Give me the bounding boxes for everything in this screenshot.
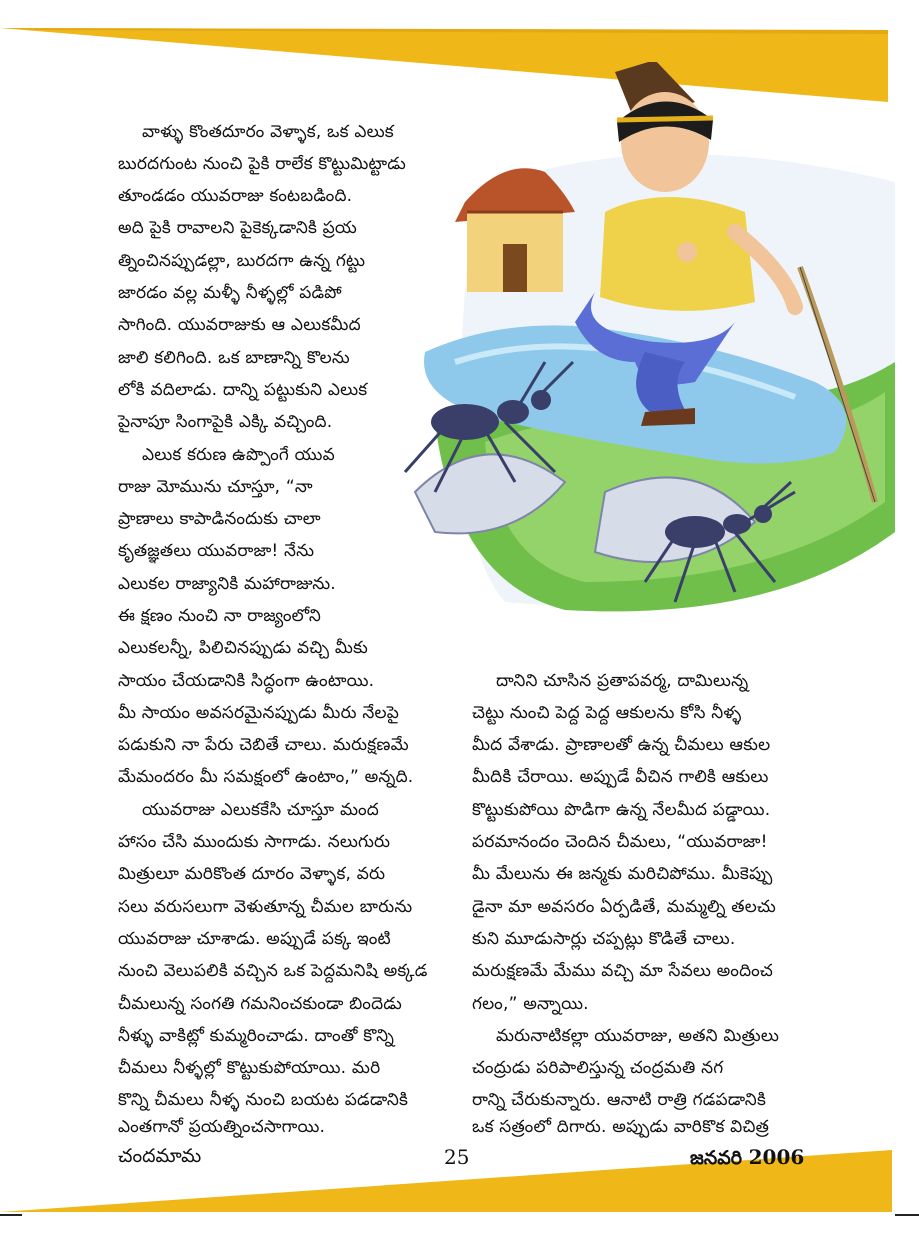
paragraph-line: చీమలున్న సంగతి గమనించకుండా బిందెడు bbox=[118, 994, 402, 1014]
paragraph-line: ఎంతగానో ప్రయత్నించసాగాయి. bbox=[118, 1117, 326, 1137]
paragraph-line: మరునాటికల్లా యువరాజు, అతని మిత్రులు bbox=[496, 1026, 780, 1046]
paragraph-line: చెట్టు నుంచి పెద్ద పెద్ద ఆకులను కోసి నీళ్ళ bbox=[472, 703, 742, 723]
paragraph-line: ఎలుకలన్నీ, పిలిచినప్పుడు వచ్చి మీకు bbox=[118, 638, 369, 658]
paragraph-line: ఎలుకల రాజ్యానికి మహారాజును. bbox=[118, 574, 336, 594]
paragraph-line: ఈ క్షణం నుంచి నా రాజ్యంలోని bbox=[118, 606, 322, 626]
paragraph-line: త్నించినప్పుడల్లా, బురదగా ఉన్న గట్టు bbox=[118, 251, 366, 271]
paragraph-line: తూండడం యువరాజు కంటబడింది. bbox=[118, 186, 353, 206]
paragraph-line: ఒక సత్రంలో దిగారు. అప్పుడు వారికొక విచిత్ర bbox=[472, 1117, 770, 1137]
paragraph-line: పైనాపూ సింగాపైకి ఎక్కి వచ్చింది. bbox=[118, 412, 333, 432]
paragraph-line: కొన్ని చీమలు నీళ్ళ నుంచి బయట పడడానికి bbox=[118, 1090, 409, 1110]
paragraph-line: రాజు మోమును చూస్తూ, “నా bbox=[118, 477, 313, 497]
paragraph-line: మేమందరం మీ సమక్షంలో ఉంటాం,” అన్నది. bbox=[118, 767, 414, 787]
bottom-rule-right bbox=[895, 1214, 919, 1216]
paragraph-line: కృతజ్ఞతలు యువరాజా! నేను bbox=[118, 541, 315, 561]
issue-date bbox=[690, 1145, 804, 1174]
paragraph-line: మీ మేలును ఈ జన్మకు మరిచిపోము. మీకెప్పు bbox=[472, 864, 773, 884]
paragraph-line: ఎలుక కరుణ ఉప్పొంగే యువ bbox=[142, 445, 335, 465]
paragraph-line: చీమలు నీళ్ళల్లో కొట్టుకుపోయాయి. మరి bbox=[118, 1058, 381, 1078]
paragraph-line: పడుకుని నా పేరు చెబితే చాలు. మరుక్షణమే bbox=[118, 735, 409, 755]
paragraph-line: మీదికి చేరాయి. అప్పుడే వీచిన గాలికి ఆకులు bbox=[472, 767, 769, 787]
page-number: 25 bbox=[444, 1145, 470, 1169]
paragraph-line: బురదగుంట నుంచి పైకి రాలేక కొట్టుమిట్టాడు bbox=[118, 154, 406, 174]
paragraph-line: నుంచి వెలుపలికి వచ్చిన ఒక పెద్దమనిషి అక్కడ bbox=[118, 961, 428, 981]
story-illustration bbox=[395, 62, 895, 622]
paragraph-line: మిత్రులూ మరికొంత దూరం వెళ్ళాక, వరు bbox=[118, 864, 386, 884]
issue-month: జనవరి bbox=[690, 1147, 743, 1169]
paragraph-line: పరమానందం చెందిన చీమలు, “యువరాజా! bbox=[472, 832, 768, 852]
paragraph-line: జాలి కలిగింది. ఒక బాణాన్ని కొలను bbox=[118, 348, 350, 368]
paragraph-line: వాళ్ళు కొంతదూరం వెళ్ళాక, ఒక ఎలుక bbox=[142, 122, 394, 142]
paragraph-line: మీ సాయం అవసరమైనప్పుడు మీరు నేలపై bbox=[118, 703, 400, 723]
hut-icon bbox=[455, 168, 575, 292]
paragraph-line: ప్రాణాలు కాపాడినందుకు చాలా bbox=[118, 509, 321, 529]
issue-year: 2006 bbox=[748, 1145, 805, 1169]
bottom-rule-left bbox=[0, 1214, 22, 1216]
paragraph-line: డైనా మా అవసరం ఏర్పడితే, మమ్మల్ని తలచు bbox=[472, 897, 776, 917]
paragraph-line: అది పైకి రావాలని పైకెక్కడానికి ప్రయ bbox=[118, 218, 357, 238]
paragraph-line: సాగింది. యువరాజుకు ఆ ఎలుకమీద bbox=[118, 315, 361, 335]
paragraph-line: యువరాజు చూశాడు. అప్పుడే పక్క ఇంటి bbox=[118, 929, 391, 949]
paragraph-line: లోకి వదిలాడు. దాన్ని పట్టుకుని ఎలుక bbox=[118, 380, 368, 400]
paragraph-line: రాన్ని చేరుకున్నారు. ఆనాటి రాత్రి గడపడానికి bbox=[472, 1090, 767, 1110]
paragraph-line: కుని మూడుసార్లు చప్పట్లు కొడితే చాలు. bbox=[472, 929, 736, 949]
paragraph-line: కొట్టుకుపోయి పొడిగా ఉన్న నేలమీద పడ్డాయి. bbox=[472, 800, 771, 820]
paragraph-line: మరుక్షణమే మేము వచ్చి మా సేవలు అందించ bbox=[472, 961, 774, 981]
paragraph-line: యువరాజు ఎలుకకేసి చూస్తూ మంద bbox=[142, 800, 379, 820]
magazine-name: చందమామ bbox=[118, 1145, 202, 1167]
paragraph-line: మీద వేశాడు. ప్రాణాలతో ఉన్న చీమలు ఆకుల bbox=[472, 735, 771, 755]
paragraph-line: సాయం చేయడానికి సిద్ధంగా ఉంటాయి. bbox=[118, 671, 375, 691]
paragraph-line: గలం,” అన్నాయి. bbox=[472, 994, 589, 1014]
paragraph-line: దానిని చూసిన ప్రతాపవర్మ, దామిలున్న bbox=[496, 671, 749, 691]
paragraph-line: చంద్రుడు పరిపాలిస్తున్న చంద్రమతి నగ bbox=[472, 1058, 724, 1078]
paragraph-line: సలు వరుసలుగా వెళుతూన్న చీమల బారును bbox=[118, 897, 413, 917]
paragraph-line: నీళ్ళు వాకిట్లో కుమ్మరించాడు. దాంతో కొన్ని bbox=[118, 1026, 395, 1046]
paragraph-line: జారడం వల్ల మళ్ళీ నీళ్ళల్లో పడిపో bbox=[118, 283, 342, 303]
paragraph-line: హాసం చేసి ముందుకు సాగాడు. నలుగురు bbox=[118, 832, 391, 852]
